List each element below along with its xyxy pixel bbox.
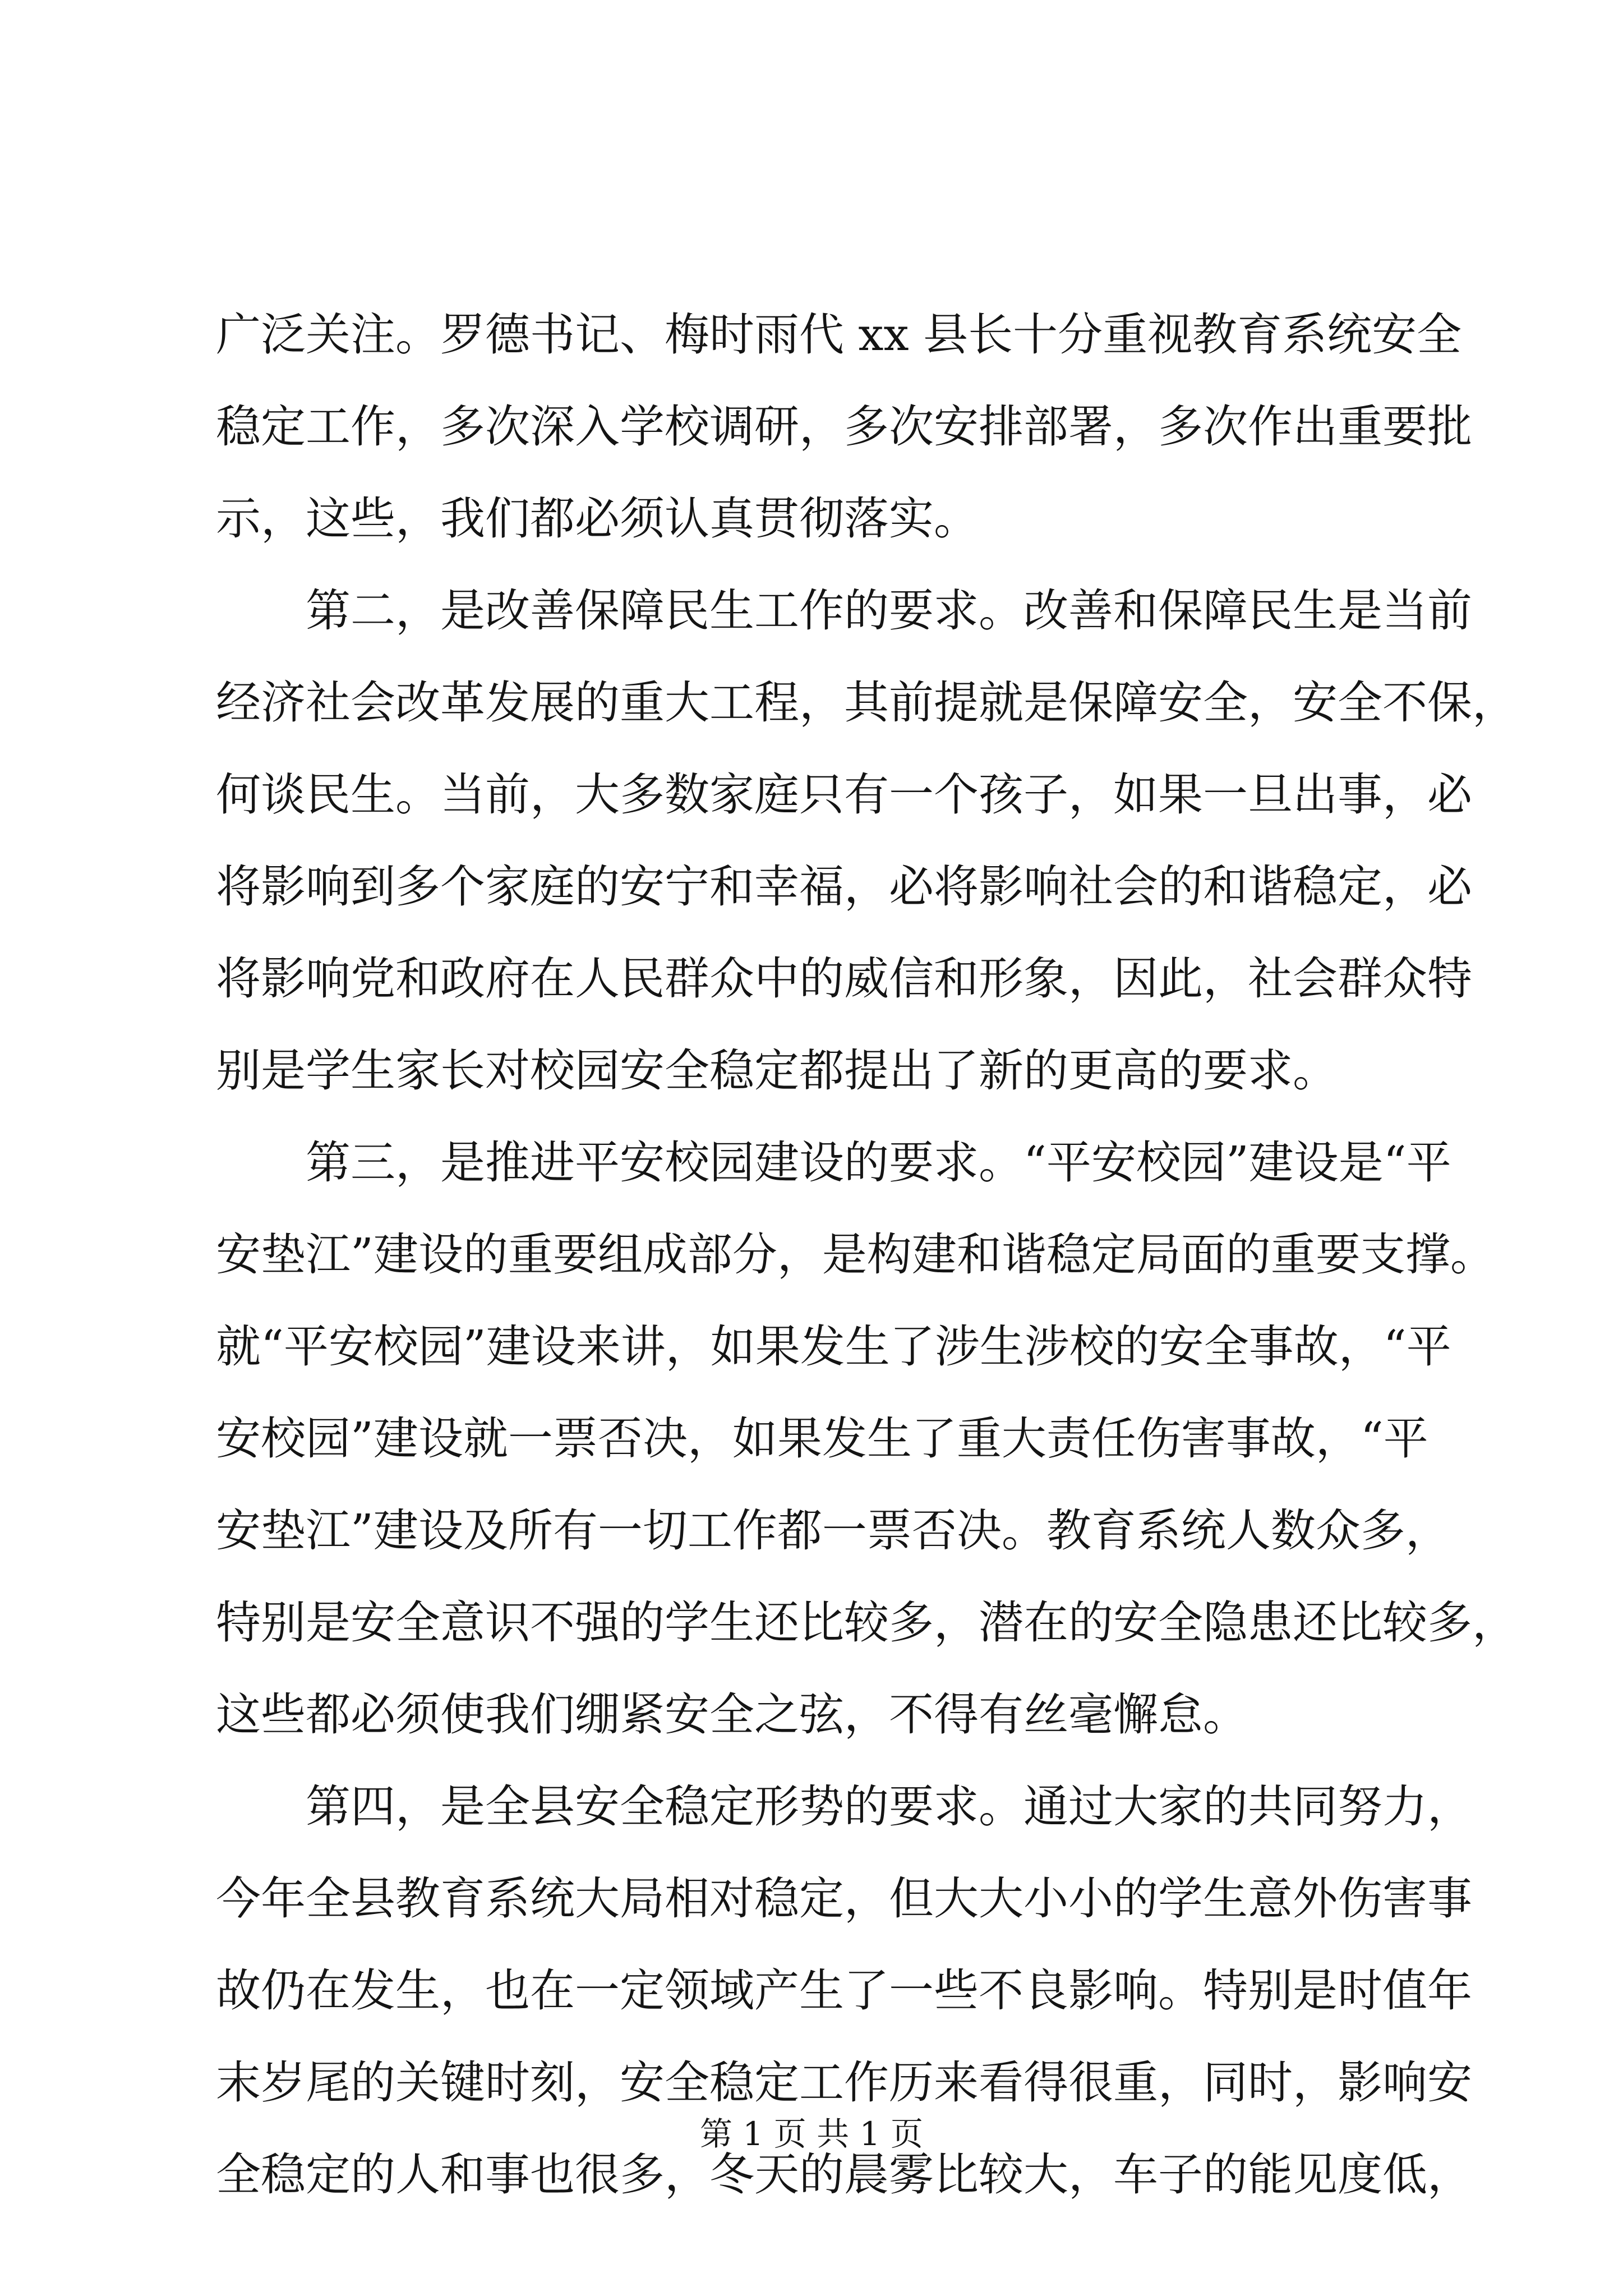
text-line: 安校园”建设就一票否决，如果发生了重大责任伤害事故，“平 <box>216 1412 1428 1465</box>
text-line: 别是学生家长对校园安全稳定都提出了新的更高的要求。 <box>216 1045 1338 1097</box>
text-line: 全稳定的人和事也很多，冬天的晨雾比较大，车子的能见度低， <box>216 2148 1472 2201</box>
text-line: 今年全县教育系统大局相对稳定，但大大小小的学生意外伤害事 <box>216 1872 1472 1925</box>
text-line: 第四，是全县安全稳定形势的要求。通过大家的共同努力， <box>306 1780 1472 1833</box>
text-line: 将影响到多个家庭的安宁和幸福，必将影响社会的和谐稳定，必 <box>216 861 1472 913</box>
paragraph-1 <box>216 289 1472 565</box>
text-line: 特别是安全意识不强的学生还比较多，潜在的安全隐患还比较多， <box>216 1596 1517 1649</box>
text-line: 第二，是改善保障民生工作的要求。改善和保障民生是当前 <box>306 585 1472 637</box>
text-line: 广泛关注。罗德书记、梅时雨代 xx 县长十分重视教育系统安全 <box>216 309 1462 361</box>
text-line: 就“平安校园”建设来讲，如果发生了涉生涉校的安全事故，“平 <box>216 1320 1451 1373</box>
text-line: 经济社会改革发展的重大工程，其前提就是保障安全，安全不保， <box>216 677 1517 729</box>
paragraph-3 <box>216 1117 1517 1761</box>
text-line: 何谈民生。当前，大多数家庭只有一个孩子，如果一旦出事，必 <box>216 769 1472 821</box>
text-line: 示，这些，我们都必须认真贯彻落实。 <box>216 493 979 545</box>
text-line: 将影响党和政府在人民群众中的威信和形象，因此，社会群众特 <box>216 953 1472 1005</box>
text-line: 这些都必须使我们绷紧安全之弦，不得有丝毫懈怠。 <box>216 1688 1248 1741</box>
paragraph-2 <box>216 565 1517 1117</box>
text-line: 故仍在发生，也在一定领域产生了一些不良影响。特别是时值年 <box>216 1964 1472 2017</box>
text-line: 第三，是推进平安校园建设的要求。“平安校园”建设是“平 <box>306 1137 1451 1189</box>
text-line: 稳定工作，多次深入学校调研，多次安排部署，多次作出重要批 <box>216 401 1472 453</box>
text-line: 安垫江”建设的重要组成部分，是构建和谐稳定局面的重要支撑。 <box>216 1228 1495 1281</box>
text-line: 安垫江”建设及所有一切工作都一票否决。教育系统人数众多， <box>216 1504 1450 1557</box>
document-body <box>216 289 1517 2221</box>
text-line: 末岁尾的关键时刻，安全稳定工作历来看得很重，同时，影响安 <box>216 2056 1472 2109</box>
page-footer: 第 1 页 共 1 页 <box>700 2115 923 2153</box>
